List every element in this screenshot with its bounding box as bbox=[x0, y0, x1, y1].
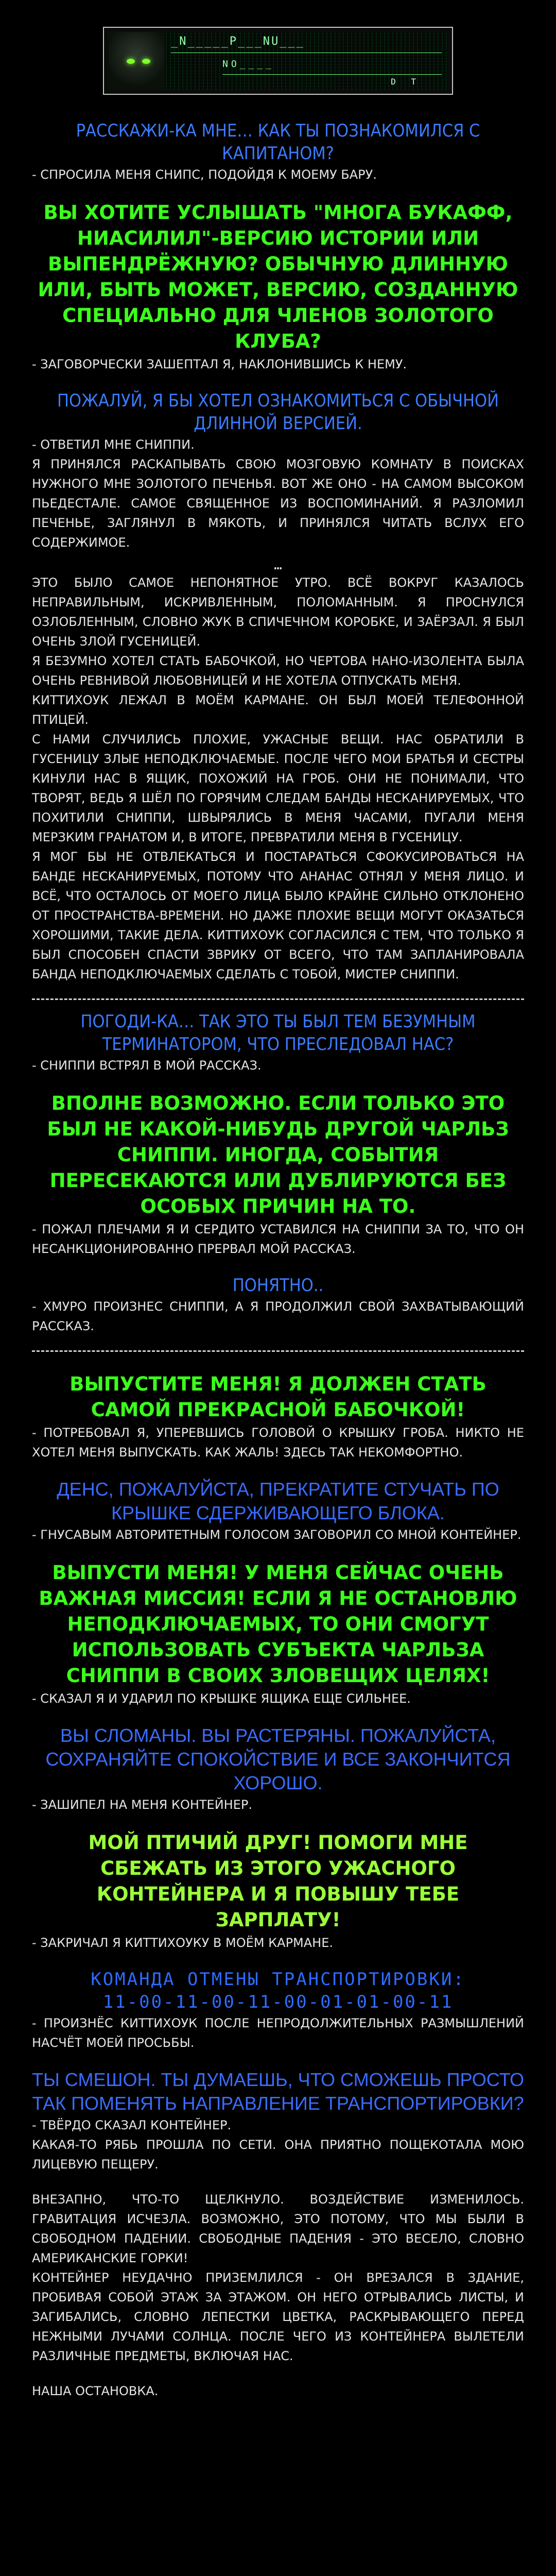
dialogue-dens-2: ВПОЛНЕ ВОЗМОЖНО. ЕСЛИ ТОЛЬКО ЭТО БЫЛ НЕ КАКОЙ-НИБУДЬ ДРУГОЙ ЧАРЛЬЗ СНИППИ. ИНОГДА, СОБЫТИЯ ПЕРЕСЕКАЮТСЯ ИЛИ ДУБЛИРУЮТСЯ БЕЗ ОСОБЫХ ПРИЧИН НА ТО. bbox=[47, 1092, 509, 1217]
dialogue-container-1: ДЕНС, ПОЖАЛУЙСТА, ПРЕКРАТИТЕ СТУЧАТЬ ПО КРЫШКЕ СДЕРЖИВАЮЩЕГО БЛОКА. bbox=[57, 1479, 499, 1523]
banner-title: _N_____P___NU___ bbox=[171, 35, 442, 53]
narration-13b: КАКАЯ-ТО РЯБЬ ПРОШЛА ПО СЕТИ. ОНА ПРИЯТНО ПОЩЕКОТАЛА МОЮ ЛИЦЕВУЮ ПЕЩЕРУ. bbox=[32, 2138, 524, 2172]
narration-3a: - ОТВЕТИЛ МНЕ СНИППИ. bbox=[32, 437, 195, 452]
dialogue-snips-1: РАССКАЖИ-КА МНЕ… КАК ТЫ ПОЗНАКОМИЛСЯ С КАПИТАНОМ? bbox=[76, 121, 480, 164]
story-paragraph: С НАМИ СЛУЧИЛИСЬ ПЛОХИЕ, УЖАСНЫЕ ВЕЩИ. НАС ОБРАТИЛИ В ГУСЕНИЦУ ЗЛЫЕ НЕПОДКЛЮЧАЕМЫЕ. ПОСЛЕ ЧЕГО МОИ БРАТЬЯ И СЕСТРЫ КИНУЛИ НАС В ЯЩИК, ПОХОЖИЙ НА ГРОБ. ОНИ НЕ ПОНИМАЛИ, ЧТО ТВОРЯТ, ВЕДЬ Я ШЁЛ ПО ГОРЯЧИМ СЛЕДАМ БАНДЫ НЕСКАНИРУЕМЫХ, ЧТО ПОХИТИЛИ СНИППИ, ШВЫРЯЛИСЬ В МЕНЯ ЧАСАМИ, ПУГАЛИ МЕНЯ МЕРЗКИМ ГРАНАТОМ И, В ИТОГЕ, ПРЕВРАТИЛИ МЕНЯ В ГУСЕНИЦУ. bbox=[32, 732, 524, 844]
banner-subtitle: NO____ bbox=[222, 59, 442, 75]
narration-12: - ПРОИЗНЁС КИТТИХОУК ПОСЛЕ НЕПРОДОЛЖИТЕЛЬНЫХ РАЗМЫШЛЕНИЙ НАСЧЁТ МОЕЙ ПРОСЬБЫ. bbox=[32, 2016, 524, 2050]
dialogue-snips-3: ПОГОДИ-КА… ТАК ЭТО ТЫ БЫЛ ТЕМ БЕЗУМНЫМ ТЕРМИНАТОРОМ, ЧТО ПРЕСЛЕДОВАЛ НАС? bbox=[80, 1011, 476, 1055]
left-eye-icon bbox=[127, 59, 135, 64]
narration-10: - ЗАШИПЕЛ НА МЕНЯ КОНТЕЙНЕР. bbox=[32, 1798, 252, 1812]
narration-3b: Я ПРИНЯЛСЯ РАСКАПЫВАТЬ СВОЮ МОЗГОВУЮ КОМНАТУ В ПОИСКАХ НУЖНОГО МНЕ ЗОЛОТОГО ПЕЧЕНЬЯ. ВОТ ЖЕ ОНО - НА САМОМ ВЫСОКОМ ПЬЕДЕСТАЛЕ. САМОЕ СВЯЩЕННОЕ ИЗ ВОСПОМИНАНИЙ. Я РАЗЛОМИЛ ПЕЧЕНЬЕ, ЗАГЛЯНУЛ В МЯКОТЬ, И ПРИНЯЛСЯ ЧИТАТЬ ВСЛУХ ЕГО СОДЕРЖИМОЕ. bbox=[32, 457, 524, 550]
narration-13a: - ТВЁРДО СКАЗАЛ КОНТЕЙНЕР. bbox=[32, 2118, 232, 2132]
story-paragraph: ЭТО БЫЛО САМОЕ НЕПОНЯТНОЕ УТРО. ВСЁ ВОКРУГ КАЗАЛОСЬ НЕПРАВИЛЬНЫМ, ИСКРИВЛЕННЫМ, ПОЛОМАННЫМ. Я ПРОСНУЛСЯ ОЗЛОБЛЕННЫМ, СЛОВНО ЖУК В СПИЧЕЧНОМ КОРОБКЕ, И ЗАЁРЗАЛ. Я БЫЛ ОЧЕНЬ ЗЛОЙ ГУСЕНИЦЕЙ. bbox=[32, 575, 524, 649]
robot-face-icon bbox=[108, 32, 165, 90]
dialogue-container-3: ТЫ СМЕШОН. ТЫ ДУМАЕШЬ, ЧТО СМОЖЕШЬ ПРОСТО ТАК ПОМЕНЯТЬ НАПРАВЛЕНИЕ ТРАНСПОРТИРОВКИ? bbox=[32, 2069, 524, 2114]
dialogue-kittyhawk-line1: КОМАНДА ОТМЕНЫ ТРАНСПОРТИРОВКИ: bbox=[91, 1969, 465, 1990]
banner-tag: D T bbox=[391, 77, 421, 87]
story-paragraph: Я БЕЗУМНО ХОТЕЛ СТАТЬ БАБОЧКОЙ, НО ЧЕРТОВА НАНО-ИЗОЛЕНТА БЫЛА ОЧЕНЬ РЕВНИВОЙ ЛЮБОВНИЦЕЙ И НЕ ХОТЕЛА ОТПУСКАТЬ МЕНЯ. bbox=[32, 654, 524, 688]
ending-paragraph: ВНЕЗАПНО, ЧТО-ТО ЩЕЛКНУЛО. ВОЗДЕЙСТВИЕ ИЗМЕНИЛОСЬ. ГРАВИТАЦИЯ ИСЧЕЗЛА. ВОЗМОЖНО, ЭТО ПОТОМУ, ЧТО МЫ БЫЛИ В СВОБОДНОМ ПАДЕНИИ. СВОБОДНЫЕ ПАДЕНИЯ - ЭТО ВЕСЕЛО, СЛОВНО АМЕРИКАНСКИЕ ГОРКИ! bbox=[32, 2192, 524, 2265]
dashed-separator bbox=[32, 1350, 524, 1352]
dialogue-container-2: ВЫ СЛОМАНЫ. ВЫ РАСТЕРЯНЫ. ПОЖАЛУЙСТА, СОХРАНЯЙТЕ СПОКОЙСТВИЕ И ВСЕ ЗАКОНЧИТСЯ ХОРОШО. bbox=[45, 1725, 511, 1793]
narration-1: - СПРОСИЛА МЕНЯ СНИПС, ПОДОЙДЯ К МОЕМУ БАРУ. bbox=[32, 167, 377, 182]
dashed-separator bbox=[32, 998, 524, 1000]
narration-11: - ЗАКРИЧАЛ Я КИТТИХОУКУ В МОЁМ КАРМАНЕ. bbox=[32, 1936, 334, 1950]
story-content bbox=[32, 120, 524, 2401]
dialogue-dens-3: ВЫПУСТИТЕ МЕНЯ! Я ДОЛЖЕН СТАТЬ САМОЙ ПРЕКРАСНОЙ БАБОЧКОЙ! bbox=[70, 1373, 486, 1421]
dialogue-dens-5: МОЙ ПТИЧИЙ ДРУГ! ПОМОГИ МНЕ СБЕЖАТЬ ИЗ ЭТОГО УЖАСНОГО КОНТЕЙНЕРА И Я ПОВЫШУ ТЕБЕ ЗАРПЛАТУ! bbox=[88, 1832, 468, 1931]
narration-2: - ЗАГОВОРЧЕСКИ ЗАШЕПТАЛ Я, НАКЛОНИВШИСЬ К НЕМУ. bbox=[32, 357, 407, 371]
narration-4: - СНИППИ ВСТРЯЛ В МОЙ РАССКАЗ. bbox=[32, 1058, 262, 1073]
dialogue-snips-4: ПОНЯТНО.. bbox=[232, 1275, 324, 1296]
ending-paragraph: КОНТЕЙНЕР НЕУДАЧНО ПРИЗЕМЛИЛСЯ - ОН ВРЕЗАЛСЯ В ЗДАНИЕ, ПРОБИВАЯ СОБОЙ ЭТАЖ ЗА ЭТАЖОМ. ОН НЕГО ОТРЫВАЛИСЬ ЛИСТЫ, И ЗАГИБАЛИСЬ, СЛОВНО ЛЕПЕСТКИ ЦВЕТКА, РАСКРЫВАЮЩЕГО ПЕРЕД НЕЖНЫМИ ЛУЧАМИ СОЛНЦА. ПОСЛЕ ЧЕГО ИЗ КОНТЕЙНЕРА ВЫЛЕТЕЛИ РАЗЛИЧНЫЕ ПРЕДМЕТЫ, ВКЛЮЧАЯ НАС. bbox=[32, 2270, 524, 2363]
narration-8: - ГНУСАВЫМ АВТОРИТЕТНЫМ ГОЛОСОМ ЗАГОВОРИЛ СО МНОЙ КОНТЕЙНЕР. bbox=[32, 1528, 522, 1542]
dialogue-snips-2: ПОЖАЛУЙ, Я БЫ ХОТЕЛ ОЗНАКОМИТЬСЯ С ОБЫЧНОЙ ДЛИННОЙ ВЕРСИЕЙ. bbox=[57, 391, 499, 434]
dialogue-dens-4: ВЫПУСТИ МЕНЯ! У МЕНЯ СЕЙЧАС ОЧЕНЬ ВАЖНАЯ МИССИЯ! ЕСЛИ Я НЕ ОСТАНОВЛЮ НЕПОДКЛЮЧАЕМЫХ, ТО ОНИ СМОГУТ ИСПОЛЬЗОВАТЬ СУБЪЕКТА ЧАРЛЬЗА СНИППИ В СВОИХ ЗЛОВЕЩИХ ЦЕЛЯХ! bbox=[39, 1562, 517, 1687]
dialogue-dens-1: ВЫ ХОТИТЕ УСЛЫШАТЬ "МНОГА БУКАФФ, НИАСИЛИЛ"-ВЕРСИЮ ИСТОРИИ ИЛИ ВЫПЕНДРЁЖНУЮ? ОБЫЧНУЮ ДЛИННУЮ ИЛИ, БЫТЬ МОЖЕТ, ВЕРСИЮ, СОЗДАННУЮ СПЕЦИАЛЬНО ДЛЯ ЧЛЕНОВ ЗОЛОТОГО КЛУБА? bbox=[38, 201, 518, 352]
dialogue-kittyhawk-line2: 11-00-11-00-11-00-01-01-00-11 bbox=[102, 1992, 454, 2012]
story-paragraph: Я МОГ БЫ НЕ ОТВЛЕКАТЬСЯ И ПОСТАРАТЬСЯ СФОКУСИРОВАТЬСЯ НА БАНДЕ НЕСКАНИРУЕМЫХ, ПОТОМУ ЧТО АНАНАС ОТНЯЛ У МЕНЯ ЛИЦО. И ВСЁ, ЧТО ОСТАЛОСЬ ОТ МОЕГО ЛИЦА БЫЛО КРАЙНЕ СИЛЬНО ОТКЛОНЕНО ОТ ПРОСТРАНСТВА-ВРЕМЕНИ. НО ДАЖЕ ПЛОХИЕ ВЕЩИ МОГУТ ОКАЗАТЬСЯ ХОРОШИМИ, ТАКИЕ ДЕЛА. КИТТИХОУК СОГЛАСИЛСЯ С ТЕМ, ЧТО ТОЛЬКО Я БЫЛ СПОСОБЕН СПАСТИ ЗВРИКУ ОТ ВСЕГО, ЧТО ТАМ ЗАПЛАНИРОВАЛА БАНДА НЕПОДКЛЮЧАЕМЫХ СДЕЛАТЬ С ТОБОЙ, МИСТЕР СНИППИ. bbox=[32, 850, 524, 981]
story-paragraph: КИТТИХОУК ЛЕЖАЛ В МОЁМ КАРМАНЕ. ОН БЫЛ МОЕЙ ТЕЛЕФОННОЙ ПТИЦЕЙ. bbox=[32, 693, 524, 727]
final-line: НАША ОСТАНОВКА. bbox=[32, 2384, 159, 2398]
narration-9: - СКАЗАЛ Я И УДАРИЛ ПО КРЫШКЕ ЯЩИКА ЕЩЕ СИЛЬНЕЕ. bbox=[32, 1691, 411, 1706]
ellipsis-divider: … bbox=[274, 557, 282, 573]
header-banner bbox=[103, 27, 453, 95]
narration-6: - ХМУРО ПРОИЗНЕС СНИППИ, А Я ПРОДОЛЖИЛ СВОЙ ЗАХВАТЫВАЮЩИЙ РАССКАЗ. bbox=[32, 1299, 524, 1333]
right-eye-icon bbox=[142, 59, 150, 64]
narration-5: - ПОЖАЛ ПЛЕЧАМИ Я И СЕРДИТО УСТАВИЛСЯ НА СНИППИ ЗА ТО, ЧТО ОН НЕСАНКЦИОНИРОВАННО ПРЕРВАЛ МОЙ РАССКАЗ. bbox=[32, 1222, 524, 1256]
narration-7: - ПОТРЕБОВАЛ Я, УПЕРЕВШИСЬ ГОЛОВОЙ О КРЫШКУ ГРОБА. НИКТО НЕ ХОТЕЛ МЕНЯ ВЫПУСКАТЬ. КАК ЖАЛЬ! ЗДЕСЬ ТАК НЕКОМФОРТНО. bbox=[32, 1426, 524, 1460]
